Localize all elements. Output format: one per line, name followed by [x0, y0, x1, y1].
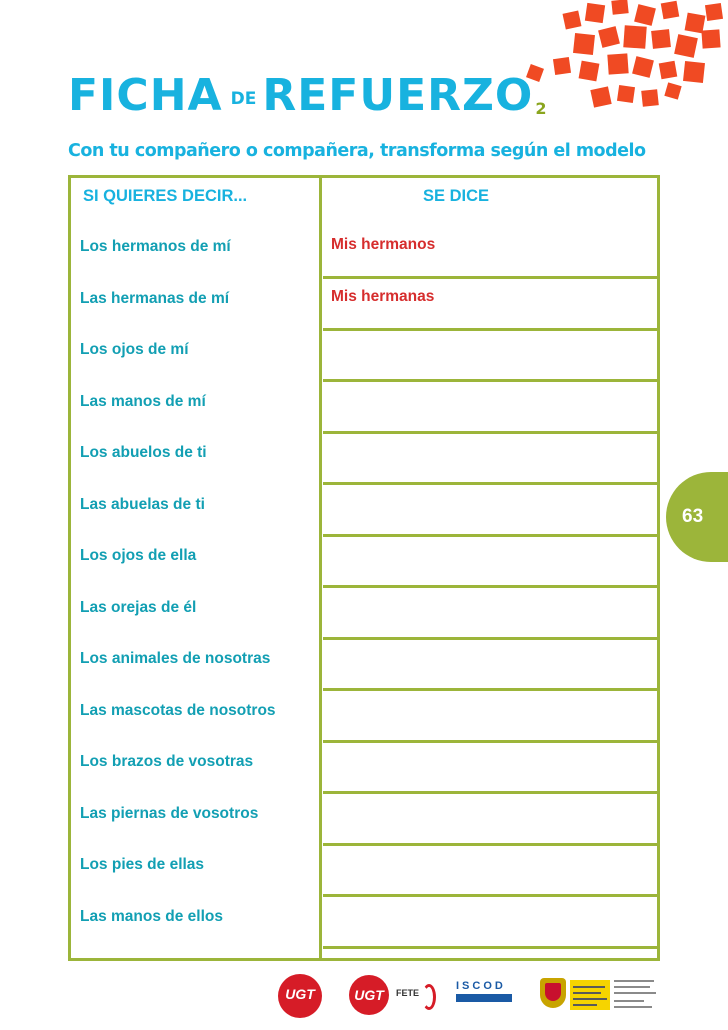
ugt-logo-text: UGT [285, 986, 315, 1002]
row-prompt: Las abuelas de ti [80, 495, 205, 513]
table-row [71, 591, 657, 643]
page-number-tab [666, 472, 728, 562]
row-prompt: Los pies de ellas [80, 856, 205, 873]
table-row [71, 797, 657, 849]
answer-field[interactable] [323, 383, 657, 434]
page-number: 63 [682, 506, 704, 527]
table-row [71, 230, 657, 282]
table-row [71, 333, 657, 385]
answer-field[interactable] [323, 795, 657, 846]
answer-text: Mis hermanos [331, 236, 436, 253]
row-prompt: Los brazos de vosotras [80, 753, 254, 770]
row-prompt: Los ojos de mí [80, 341, 189, 358]
table-row [71, 385, 657, 437]
row-prompt: Las mascotas de nosotros [80, 701, 276, 719]
table-row [71, 282, 657, 334]
answer-field[interactable] [323, 434, 657, 485]
title-word-ficha: FICHA [68, 70, 223, 121]
answer-field[interactable] [323, 228, 657, 279]
title-number: 2 [535, 99, 547, 118]
ugt-logo [278, 974, 322, 1018]
col1-header: SI QUIERES DECIR... [83, 187, 248, 205]
answer-field[interactable] [323, 743, 657, 794]
answer-field[interactable] [323, 280, 657, 331]
exercise-table [68, 175, 660, 961]
title-word-refuerzo: REFUERZO [262, 70, 534, 121]
row-prompt: Las piernas de vosotros [80, 804, 259, 822]
row-prompt: Las orejas de él [80, 598, 197, 616]
table-row [71, 694, 657, 746]
answer-field[interactable] [323, 486, 657, 537]
fete-arc-icon [422, 984, 436, 1010]
fete-logo-text: FETE [396, 988, 420, 998]
row-prompt: Las manos de ellos [80, 907, 223, 925]
decorative-squares [520, 0, 728, 120]
col2-header: SE DICE [423, 187, 490, 205]
answer-field[interactable] [323, 331, 657, 382]
iscod-logo-text: ISCOD [456, 980, 506, 992]
row-prompt: Los animales de nosotras [80, 650, 271, 667]
answer-field[interactable] [323, 640, 657, 691]
iscod-logo [454, 980, 516, 1012]
government-shield-icon [540, 978, 566, 1010]
answer-field[interactable] [323, 537, 657, 588]
table-row [71, 488, 657, 540]
footer-logos [0, 972, 728, 1022]
row-prompt: Las hermanas de mí [80, 289, 230, 307]
row-prompt: Las manos de mí [80, 392, 206, 410]
row-prompt: Los abuelos de ti [80, 444, 207, 461]
table-row [71, 745, 657, 797]
ministry-text-block [614, 978, 660, 1012]
answer-text: Mis hermanas [331, 287, 435, 305]
answer-field[interactable] [323, 846, 657, 897]
ugt-logo-secondary [349, 975, 389, 1015]
table-row [71, 539, 657, 591]
fete-logo [390, 982, 440, 1012]
table-row [71, 436, 657, 488]
row-prompt: Los hermanos de mí [80, 238, 231, 255]
table-row [71, 642, 657, 694]
iscod-bar [456, 994, 512, 1002]
answer-field[interactable] [323, 898, 657, 949]
ministry-logo [570, 980, 610, 1010]
answer-field[interactable] [323, 692, 657, 743]
instructions: Con tu compañero o compañera, transforma según el modelo [68, 141, 646, 161]
worksheet-title [68, 70, 546, 121]
row-prompt: Los ojos de ella [80, 547, 197, 564]
table-row [71, 848, 657, 900]
ugt-logo-secondary-text: UGT [354, 987, 384, 1003]
answer-field[interactable] [323, 589, 657, 640]
table-row [71, 900, 657, 952]
title-word-de: DE [230, 89, 257, 109]
